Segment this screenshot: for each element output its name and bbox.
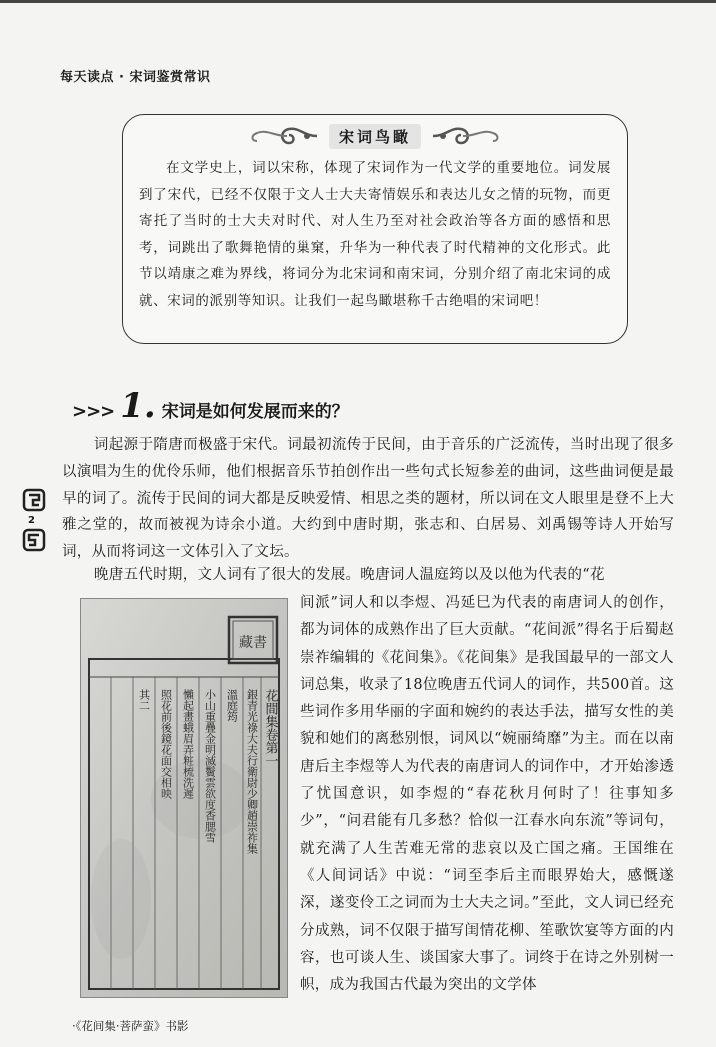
overview-title-bar xyxy=(123,121,627,151)
cloud-ornament-left-icon xyxy=(249,123,319,149)
top-rule xyxy=(0,0,716,3)
book-section-label: 其二 xyxy=(137,689,151,711)
fret-ornament-bottom-icon xyxy=(22,528,46,552)
section-heading xyxy=(72,386,349,426)
book-column-5: 照花前後鏡花面交相映 xyxy=(159,689,173,799)
heading-title: 宋词是如何发展而来的？ xyxy=(161,402,349,422)
body-paragraph-1: 词起源于隋唐而极盛于宋代。词最初流传于民间，由于音乐的广泛流传，当时出现了很多以演唱为生的优伶乐师，他们根据音乐节拍创作出一些句式长短参差的曲词，这些曲词便是最早的词了。流传于民间的词大都是反映爱情、相思之类的题材，所以词在文人眼里是登不上大雅之堂的，故而被视为诗余小道。大约到中唐时期，张志和、白居易、刘禹锡等诗人开始写词，从而将词这一文体引入了文坛。 xyxy=(62,437,674,561)
book-page-illustration xyxy=(81,599,287,997)
book-column-4: 懶起畫蛾眉弄粧梳洗遲 xyxy=(181,689,195,799)
cloud-ornament-right-icon xyxy=(431,123,501,149)
page-number: 2 xyxy=(28,515,35,526)
fret-ornament-top-icon xyxy=(22,488,46,512)
heading-arrows: >>> xyxy=(72,401,115,422)
body-paragraph-2-first-line: 晚唐五代时期，文人词有了很大的发展。晚唐词人温庭筠以及以他为代表的“花 xyxy=(93,567,605,583)
book-column-3: 小山重疊金明滅鬢雲欲度香腮雪 xyxy=(203,689,217,843)
overview-text: 在文学史上，词以宋称，体现了宋词作为一代文学的重要地位。词发展到了宋代，已经不仅限于文人士大夫寄情娱乐和表达儿女之情的玩物，而更寄托了当时的士大夫对时代、对人生乃至对社会政治等各方面的感悟和思考，词跳出了歌舞艳情的巢窠，升华为一种代表了时代精神的文化形式。此节以靖康之难为界线，将词分为北宋词和南宋词，分别介绍了南北宋词的成就、宋词的派别等知识。让我们一起鸟瞰堪称千古绝唱的宋词吧！ xyxy=(139,160,611,309)
figure-caption: ·《花间集·菩萨蛮》书影 xyxy=(72,1019,189,1033)
overview-title: 宋词鸟瞰 xyxy=(329,124,421,149)
overview-box xyxy=(122,114,628,344)
seal-text: 藏書 xyxy=(239,635,267,651)
book-page-photo xyxy=(80,598,288,998)
heading-number: 1. xyxy=(120,386,156,426)
book-column-2: 溫庭筠 xyxy=(225,689,239,722)
running-header: 每天读点 · 宋词鉴赏常识 xyxy=(60,70,211,85)
body-paragraph-2-continued: 间派”词人和以李煜、冯延巳为代表的南唐词人的创作，都为词体的成熟作出了巨大贡献。“花间派”得名于后蜀赵崇祚编辑的《花间集》。《花间集》是我国最早的一部文人词总集，收录了18位晚唐五代词人的词作，共500首。这些词作多用华丽的字面和婉约的表达手法，描写女性的美貌和她们的离愁别恨，词风以“婉丽绮靡”为主。而在以南唐后主李煜等人为代表的南唐词人的词作中，才开始渗透了忧国意识，如李煜的“春花秋月何时了！往事知多少”，“问君能有几多愁？恰似一江春水向东流”等词句，就充满了人生苦难无常的悲哀以及亡国之痛。王国维在《人间词话》中说：“词至李后主而眼界始大，感慨遂深，遂变伶工之词而为士大夫之词。”至此，文人词已经充分成熟，词不仅限于描写闺情花柳、笙歌饮宴等方面的内容，也可谈人生、谈国家大事了。词终于在诗之外别树一帜，成为我国古代最为突出的文学体 xyxy=(300,595,674,994)
book-column-1: 銀青光祿大夫行衛尉少卿趙崇祚集 xyxy=(245,689,259,854)
book-title-column: 花間集卷第一 xyxy=(262,689,278,767)
